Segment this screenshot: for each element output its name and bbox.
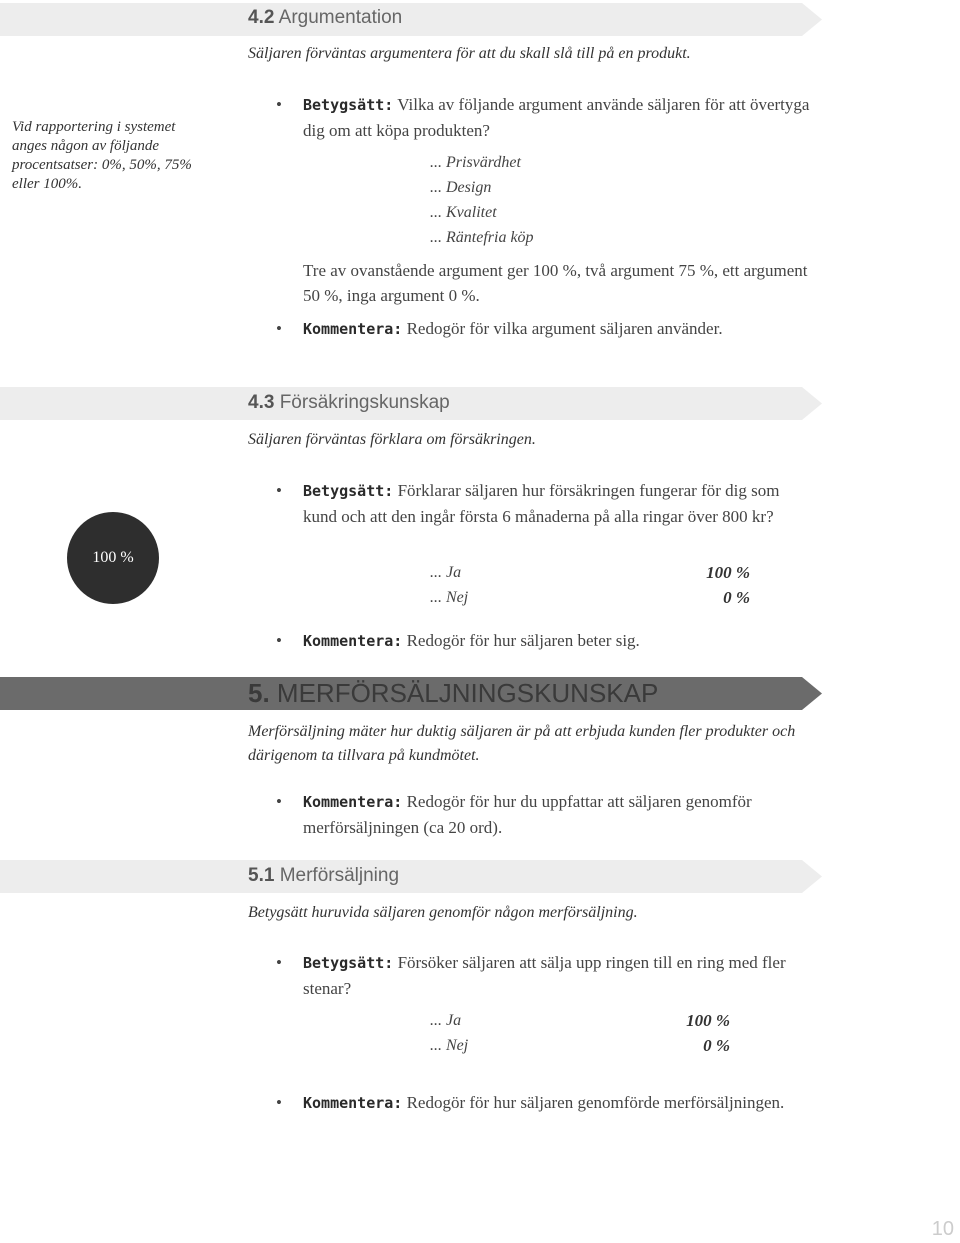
- bullet-dot-icon: •: [276, 95, 282, 114]
- option-item: ... Prisvärdhet: [430, 154, 521, 171]
- bullet-rate-4-2: [276, 92, 812, 143]
- option-row-no: [430, 585, 750, 610]
- bullet-label: Kommentera:: [303, 793, 403, 811]
- option-label: ... Nej: [430, 589, 469, 606]
- section-title-text: Merförsäljning: [279, 865, 400, 886]
- section-number: 4.2: [248, 7, 275, 28]
- bullet-dot-icon: •: [276, 953, 282, 972]
- bullet-label: Betygsätt:: [303, 954, 394, 972]
- option-item: ... Design: [430, 179, 492, 196]
- score-badge: 100 %: [67, 512, 159, 604]
- option-row-yes: [430, 1008, 730, 1033]
- bullet-label: Kommentera:: [303, 632, 403, 650]
- section-lead-4-3: Säljaren förväntas förklara om försäkringen.: [248, 431, 536, 448]
- page-number: 10: [931, 1218, 954, 1240]
- bullet-dot-icon: •: [276, 481, 282, 500]
- bullet-comment-5-1: [276, 1090, 796, 1116]
- section-number: 4.3: [248, 392, 275, 413]
- section-band-5-1: [0, 860, 822, 893]
- bullet-dot-icon: •: [276, 631, 282, 650]
- option-list-4-2: [430, 150, 534, 250]
- bullet-text: Vilka av följande argument använde säljaren för att övertyga dig om att köpa produkten?: [303, 95, 810, 140]
- section-title-text: Försäkringskunskap: [279, 392, 450, 413]
- section-lead-5: Merförsäljning mäter hur duktig säljaren är på att erbjuda kunden fler produkter och därigenom ta tillvara på kundmötet.: [248, 723, 796, 764]
- option-percent: 100 %: [686, 1011, 730, 1030]
- option-label: ... Ja: [430, 564, 462, 581]
- option-label: ... Ja: [430, 1012, 462, 1029]
- bullet-comment-4-2: [276, 316, 812, 342]
- bullet-label: Betygsätt:: [303, 482, 394, 500]
- bullet-comment-5: [276, 789, 812, 840]
- bullet-text: Redogör för hur säljaren genomförde merförsäljningen.: [406, 1093, 785, 1112]
- bullet-dot-icon: •: [276, 792, 282, 811]
- side-note: Vid rapportering i systemet anges någon av följande procentsatser: 0%, 50%, 75% eller 100%.: [12, 119, 192, 192]
- option-label: ... Nej: [430, 1037, 469, 1054]
- option-percent: 0 %: [703, 1036, 730, 1055]
- bullet-text: Redogör för vilka argument säljaren använder.: [406, 319, 723, 338]
- option-row-no: [430, 1033, 730, 1058]
- option-row-yes: [430, 560, 750, 585]
- section-lead-4-2: Säljaren förväntas argumentera för att du skall slå till på en produkt.: [248, 45, 691, 62]
- option-percent: 0 %: [723, 588, 750, 607]
- section-number: 5.1: [248, 865, 275, 886]
- bullet-comment-4-3: [276, 628, 812, 654]
- section-title-4-3: [248, 392, 450, 414]
- bullet-label: Kommentera:: [303, 1094, 403, 1112]
- bullet-dot-icon: •: [276, 319, 282, 338]
- section-title-4-2: [248, 7, 402, 29]
- bullet-label: Kommentera:: [303, 320, 403, 338]
- bullet-text: Redogör för hur du uppfattar att säljaren genomför merförsäljningen (ca 20 ord).: [303, 792, 752, 837]
- option-percent: 100 %: [706, 563, 750, 582]
- scoring-note: Tre av ovanstående argument ger 100 %, två argument 75 %, ett argument 50 %, inga argument 0 %.: [303, 261, 808, 305]
- bullet-dot-icon: •: [276, 1093, 282, 1112]
- bullet-text: Redogör för hur säljaren beter sig.: [406, 631, 640, 650]
- bullet-text: Förklarar säljaren hur försäkringen fungerar för dig som kund och att den ingår första 6 månaderna på alla ringar över 800 kr?: [303, 481, 780, 526]
- section-band-4-2: [0, 3, 822, 36]
- option-list-4-3: [430, 560, 750, 610]
- bullet-rate-5-1: [276, 950, 812, 1001]
- bullet-label: Betygsätt:: [303, 96, 394, 114]
- option-item: ... Räntefria köp: [430, 229, 534, 246]
- section-title-5-1: [248, 865, 399, 887]
- chapter-title-5: [248, 678, 658, 709]
- option-item: ... Kvalitet: [430, 204, 497, 221]
- bullet-text: Försöker säljaren att sälja upp ringen till en ring med fler stenar?: [303, 953, 786, 998]
- section-title-text: MERFÖRSÄLJNINGSKUNSKAP: [276, 678, 659, 708]
- bullet-rate-4-3: [276, 478, 812, 529]
- section-title-text: Argumentation: [278, 7, 403, 28]
- section-number: 5.: [248, 678, 270, 708]
- option-list-5-1: [430, 1008, 730, 1058]
- section-lead-5-1: Betygsätt huruvida säljaren genomför någon merförsäljning.: [248, 904, 638, 921]
